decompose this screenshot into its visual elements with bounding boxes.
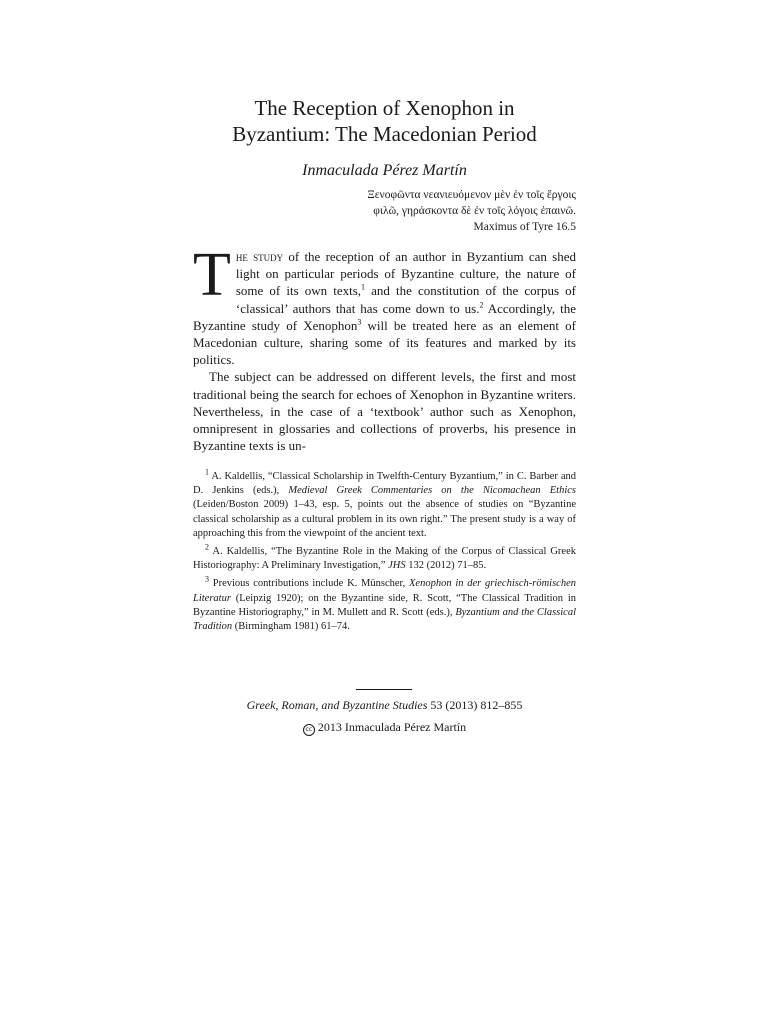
title-line-1: The Reception of Xenophon in [254,96,515,120]
epigraph-source: Maximus of Tyre 16.5 [473,221,576,233]
footnote-3 [193,574,577,634]
paragraph-1 [193,241,577,368]
copyright-text: 2013 Inmaculada Pérez Martín [317,720,467,734]
paragraph-1-text-b: and the constitution of the corpus of ‘classical’ authors that has come down to us. [235,283,576,316]
epigraph-line-1: Ξενοφῶντα νεανιευόμενον μὲν ἐν τοῖς ἔργοις [367,189,576,201]
epigraph-line-2: φιλῶ, γηράσκοντα δὲ ἐν τοῖς λόγοις ἐπαινῶ. [373,205,576,217]
footnote-1-italic-title: Medieval Greek Commentaries on the Nicomachean Ethics [288,485,576,497]
lead-small-caps: he study [235,249,284,264]
footer-divider [356,689,412,690]
epigraph [193,187,576,235]
creative-commons-icon: cc [303,724,315,736]
footnote-1-text-b: (Leiden/Boston 2009) 1–43, esp. 5, points out the absence of studies on “Byzantine classical scholarship as a cultural problem in its own right.” The present study is a way of approaching this from the viewpoint of the ancient text. [193,499,576,539]
footnote-3-text-b: (Leipzig 1920); on the Byzantine side, R. Scott, “The Classical Tradition in Byzantine Historiography,” in M. Mullett and R. Scott (eds.), [193,592,576,618]
footnote-1 [193,467,576,541]
footnote-1-number: 1 [205,467,209,477]
copyright-line [193,719,576,736]
footnote-3-text-c: (Birmingham 1981) 61–74. [232,621,350,633]
footnote-3-number: 3 [205,574,209,584]
footnotes [193,467,577,638]
footnote-2-number: 2 [205,542,209,552]
footnote-3-text-a: Previous contributions include K. Münscher, [209,578,410,590]
article-title [193,95,576,147]
journal-name: Greek, Roman, and Byzantine Studies [246,698,428,712]
footnote-3-italic-title-2: Byzantium and the Classical Tradition [193,606,577,633]
footnote-2-text-a: A. Kaldellis, “The Byzantine Role in the Making of the Corpus of Classical Greek Historiography: A Preliminary Investigation,” [193,546,576,572]
journal-volume-pages: 53 (2013) 812–855 [427,698,523,712]
footnote-2 [193,542,576,573]
footnote-2-text-b: 132 (2012) 71–85. [405,560,487,572]
paragraph-2: The subject can be addressed on different levels, the first and most traditional being the search for echoes of Xenophon in Byzantine writers. Nevertheless, in the case of a ‘textbook’ author such as Xenophon, omnipresent in glossaries and collections of proverbs, his presence in Byzantine texts is un- [193,369,576,454]
footnote-ref-2[interactable]: 2 [479,300,484,310]
paragraph-1-text-a: of the reception of an author in Byzantium can shed light on particular periods of Byzantine culture, the nature of some of its own texts, [235,249,576,299]
footnote-ref-1[interactable]: 1 [361,283,366,293]
journal-citation [193,697,576,713]
author-name: Inmaculada Pérez Martín [302,162,467,179]
paragraph-1-text-c: Accordingly, the Byzantine study of Xenophon [193,300,577,333]
footnote-1-text-a: A. Kaldellis, “Classical Scholarship in Twelfth-Century Byzantium,” in C. Barber and D. Jenkins (eds.), [193,471,576,497]
footnote-ref-3[interactable]: 3 [357,317,362,327]
footnote-3-italic-title-1: Xenophon in der griechisch-römischen Literatur [193,578,576,604]
title-line-2: Byzantium: The Macedonian Period [232,122,537,146]
paragraph-1-text-d: will be treated here as an element of Macedonian culture, sharing some of its features and marked by its politics. [193,317,576,368]
drop-cap: T [193,241,231,309]
body-text [193,241,577,454]
footnote-2-italic-title: JHS [388,560,406,572]
